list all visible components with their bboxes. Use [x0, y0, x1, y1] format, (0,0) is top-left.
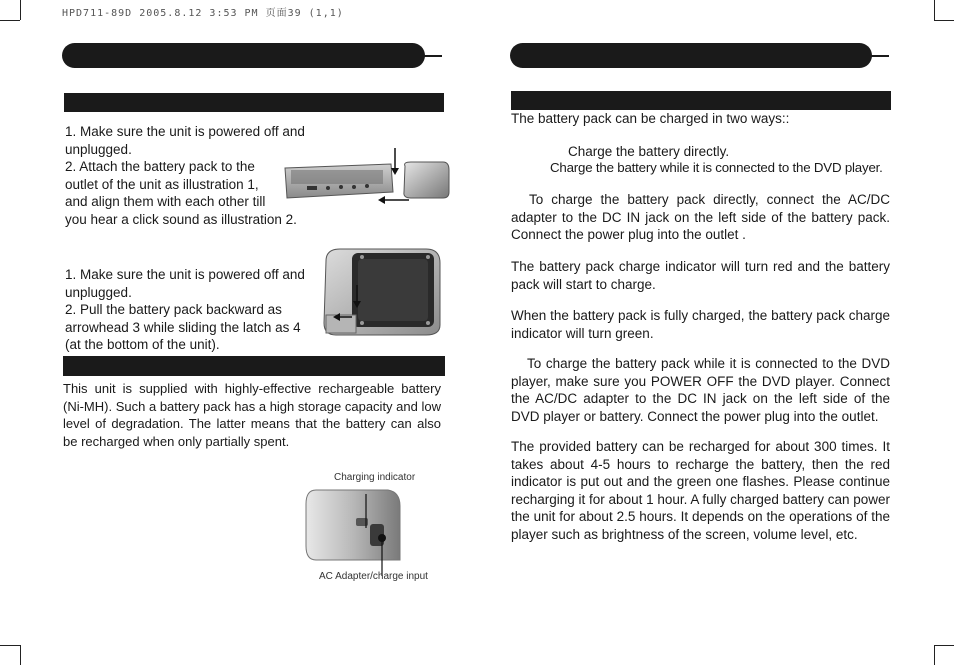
- crop-mark: [934, 645, 954, 646]
- attach-battery-illustration: [283, 148, 453, 210]
- remove-step-line: 2. Pull the battery pack backward as: [65, 302, 282, 318]
- remove-steps: [65, 266, 325, 354]
- remove-step-line: unplugged.: [65, 284, 132, 300]
- left-section-title-pill: [62, 43, 425, 68]
- ac-adapter-label: AC Adapter/charge input: [319, 571, 428, 582]
- crop-mark: [20, 645, 21, 665]
- left-subheading-bar-2: [63, 356, 445, 376]
- battery-info-paragraph: This unit is supplied with highly-effective rechargeable battery (Ni-MH). Such a battery pack has a high storage capacity and low level of degradation. The latter means that the battery can also be recharged when only partially spent.: [63, 381, 441, 449]
- right-section-title-pill: [510, 43, 872, 68]
- crop-mark: [934, 20, 954, 21]
- charge-way-2: Charge the battery while it is connected to the DVD player.: [550, 160, 883, 175]
- remove-step-line: arrowhead 3 while sliding the latch as 4: [65, 319, 301, 335]
- crop-mark: [0, 20, 20, 21]
- connected-charge-paragraph: To charge the battery pack while it is connected to the DVD player, make sure you POWER OFF the DVD player. Connect the AC/DC adapter to the DC IN jack on the left side of the DVD player or battery. Connect the power plug into the outlet.: [511, 356, 890, 424]
- attach-step-line: outlet of the unit as illustration 1,: [65, 176, 259, 192]
- attach-step-line: 1. Make sure the unit is powered off and: [65, 124, 305, 139]
- charging-indicator-label: Charging indicator: [334, 472, 416, 483]
- right-pill-tail: [871, 55, 889, 57]
- charging-indicator-illustration: [304, 486, 404, 566]
- charge-intro: The battery pack can be charged in two ways::: [511, 111, 790, 126]
- left-pill-tail: [424, 55, 442, 57]
- right-subheading-bar: [511, 91, 891, 110]
- crop-mark: [934, 645, 935, 665]
- remove-step-line: 1. Make sure the unit is powered off and: [65, 267, 305, 282]
- red-indicator-paragraph: The battery pack charge indicator will turn red and the battery pack will start to charge.: [511, 259, 890, 292]
- green-indicator-paragraph: When the battery pack is fully charged, the battery pack charge indicator will turn green.: [511, 308, 890, 341]
- remove-step-line: (at the bottom of the unit).: [65, 337, 220, 353]
- print-header: HPD711-89D 2005.8.12 3:53 PM 页面39 (1,1): [62, 8, 344, 19]
- attach-step-line: and align them with each other till: [65, 194, 266, 210]
- left-subheading-bar-1: [64, 93, 444, 112]
- attach-step-line: unplugged.: [65, 141, 132, 157]
- crop-mark: [0, 645, 20, 646]
- crop-mark: [20, 0, 21, 20]
- charge-way-1: Charge the battery directly.: [568, 144, 730, 159]
- attach-step-line: 2. Attach the battery pack to the: [65, 159, 255, 175]
- direct-charge-paragraph: To charge the battery pack directly, connect the AC/DC adapter to the DC IN jack on the left side of the battery pack. Connect the power plug into the outlet .: [511, 192, 890, 243]
- crop-mark: [934, 0, 935, 20]
- attach-step-line: you hear a click sound as illustration 2.: [65, 211, 297, 227]
- remove-battery-illustration: [322, 245, 444, 339]
- recharge-times-paragraph: The provided battery can be recharged for about 300 times. It takes about 4-5 hours to recharge the battery, then the red indicator is put out and the green one flashes. Please continue recharging it for about 1 hour. A fully charged battery can power the unit for about 2.5 hours. It depends on the operations of the player such as brightness of the screen, volume level, etc.: [511, 439, 890, 542]
